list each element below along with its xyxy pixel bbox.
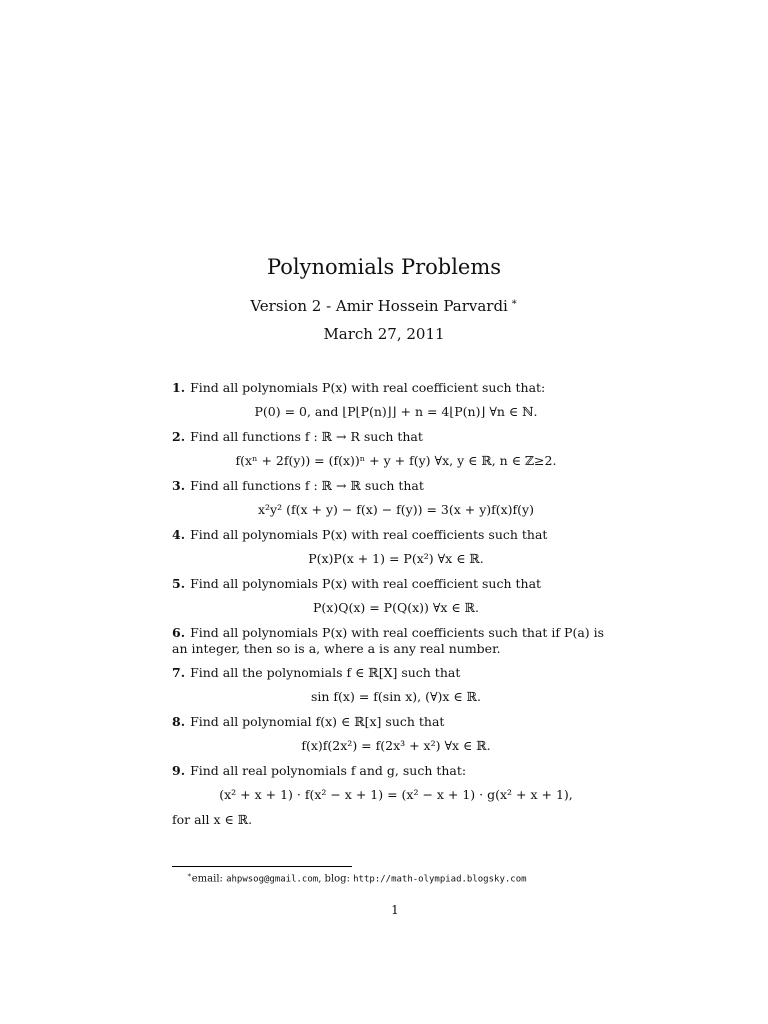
problem-number: 4. bbox=[172, 527, 186, 542]
problem-item bbox=[172, 527, 620, 567]
footnote bbox=[187, 871, 527, 884]
problem-equation: (x² + x + 1) · f(x² − x + 1) = (x² − x + 1) · g(x² + x + 1), bbox=[219, 787, 573, 802]
trailing-text: for all x ∈ ℝ. bbox=[172, 812, 253, 827]
problem-number: 8. bbox=[172, 714, 186, 729]
problem-item bbox=[172, 665, 620, 705]
problem-equation: P(x)P(x + 1) = P(x²) ∀x ∈ ℝ. bbox=[308, 551, 484, 566]
problem-text: Find all functions f : ℝ → R such that bbox=[190, 429, 423, 444]
problem-text: Find all polynomial f(x) ∈ ℝ[x] such that bbox=[190, 714, 445, 729]
problem-item bbox=[172, 714, 620, 754]
problem-number: 5. bbox=[172, 576, 186, 591]
problem-equation: f(x)f(2x²) = f(2x³ + x²) ∀x ∈ ℝ. bbox=[301, 738, 491, 753]
problem-number: 3. bbox=[172, 478, 186, 493]
problem-equation: P(0) = 0, and ⌊P⌊P(n)⌋⌋ + n = 4⌊P(n)⌋ ∀n ∈ ℕ. bbox=[254, 404, 538, 419]
problem-text: Find all functions f : ℝ → ℝ such that bbox=[190, 478, 424, 493]
problem-number: 1. bbox=[172, 380, 186, 395]
problem-item bbox=[172, 478, 620, 518]
problem-text: Find all the polynomials f ∈ ℝ[X] such that bbox=[190, 665, 461, 680]
problem-equation: x²y² (f(x + y) − f(x) − f(y)) = 3(x + y)f(x)f(y) bbox=[257, 502, 534, 517]
page-title: Polynomials Problems bbox=[266, 255, 502, 279]
problem-text: Find all real polynomials f and g, such that: bbox=[190, 763, 467, 778]
problem-equation: sin f(x) = f(sin x), (∀)x ∈ ℝ. bbox=[310, 689, 481, 704]
problem-item bbox=[172, 380, 620, 420]
footnote-mark: ∗ bbox=[187, 871, 192, 879]
problem-text: Find all polynomials P(x) with real coefficients such that bbox=[190, 527, 548, 542]
author-line bbox=[0, 297, 768, 315]
page-number: 1 bbox=[391, 903, 399, 917]
problem-item bbox=[172, 763, 620, 803]
problem-number: 9. bbox=[172, 763, 186, 778]
problem-list bbox=[172, 380, 620, 828]
problem-text: Find all polynomials P(x) with real coefficients such that if P(a) is an integer, then so is a, where a is any real number. bbox=[172, 625, 605, 656]
problem-equation: f(xⁿ + 2f(y)) = (f(x))ⁿ + y + f(y) ∀x, y ∈ ℝ, n ∈ ℤ≥2. bbox=[235, 453, 557, 468]
footnote-rule bbox=[172, 866, 352, 867]
footnote-blog-label: , blog: bbox=[318, 873, 354, 885]
footnote-email-label: email: bbox=[191, 873, 227, 885]
problem-item bbox=[172, 576, 620, 616]
problem-number: 2. bbox=[172, 429, 186, 444]
problem-item bbox=[172, 429, 620, 469]
date-line: March 27, 2011 bbox=[323, 325, 445, 343]
footnote-blog-url: http://math-olympiad.blogsky.com bbox=[353, 874, 527, 885]
author-text: Version 2 - Amir Hossein Parvardi bbox=[250, 297, 508, 315]
problem-item bbox=[172, 625, 620, 657]
author-footnote-mark: ∗ bbox=[510, 297, 518, 308]
footnote-email: ahpwsog@gmail.com bbox=[226, 874, 319, 885]
problem-number: 6. bbox=[172, 625, 186, 640]
problem-equation: P(x)Q(x) = P(Q(x)) ∀x ∈ ℝ. bbox=[312, 600, 480, 615]
problem-text: Find all polynomials P(x) with real coefficient such that bbox=[190, 576, 542, 591]
problem-number: 7. bbox=[172, 665, 186, 680]
problem-text: Find all polynomials P(x) with real coefficient such that: bbox=[190, 380, 546, 395]
